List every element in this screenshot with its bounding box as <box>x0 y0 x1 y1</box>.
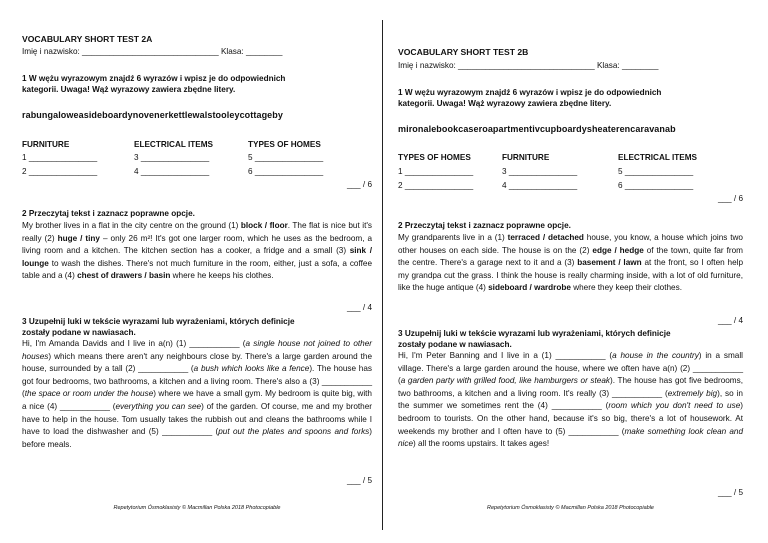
exercise-3-instruction: 3 Uzupełnij luki w tekście wyrazami lub wyrażeniami, których definicje <box>22 317 295 326</box>
word-snake: rabungaloweasideboardynovenerkettlewalstooleycottageby <box>22 110 283 120</box>
score-exercise-2: ___ / 4 <box>717 316 743 325</box>
column-divider <box>382 20 383 530</box>
exercise-3-instruction-cont: zostały podane w nawiasach. <box>398 340 512 349</box>
exercise-2-instruction: 2 Przeczytaj tekst i zaznacz poprawne opcje. <box>22 209 195 218</box>
test-2b-column <box>398 0 743 543</box>
name-class-line: Imię i nazwisko: ______________________________ Klasa: ________ <box>398 61 659 70</box>
category-header: FURNITURE <box>502 153 550 162</box>
category-header: ELECTRICAL ITEMS <box>618 153 697 162</box>
answer-blank[interactable]: 4 _______________ <box>502 181 578 190</box>
answer-blank[interactable]: 5 _______________ <box>618 167 694 176</box>
footer-copyright: Repetytorium Ósmoklasisty © Macmillan Polska 2018 Photocopiable <box>487 505 654 511</box>
answer-blank[interactable]: 4 _______________ <box>134 167 210 176</box>
exercise-2-text: My grandparents live in a (1) terraced / detached house, you know, a house which joins two other houses on each side. The house is on the (2) edge / hedge of the town, quite far from the centre. There's a garage next to it and a (3) basement / lawn at the front, so I often help my grandpa cut the grass. I think the house is really charming inside, with a lot of old furniture, like the huge antique (4) sideboard / wardrobe where they keep their clothes. <box>398 233 744 293</box>
name-class-line: Imię i nazwisko: ______________________________ Klasa: ________ <box>22 47 283 56</box>
score-exercise-3: ___ / 5 <box>346 476 372 485</box>
score-exercise-2: ___ / 4 <box>346 303 372 312</box>
exercise-3-text: Hi, I'm Peter Banning and I live in a (1) ___________ (a house in the country) in a small village. There's a large garden around the house, where we often have a(n) (2) ___________ (a garden party with grilled food, like hamburgers or steak). The house has got five bedrooms, two bathrooms, a kitchen and a living room. It's really (3) ___________ (extremely big), so in the summer we sometimes rent the (4) ___________ (room which you don't need to use) bedroom to tourists. On the other hand, because it's so big, there's a lot of housework. At weekends my brother and I often have to (5) ___________ (make something look clean and nice) all the rooms upstairs. It takes ages! <box>398 351 743 449</box>
test-title: VOCABULARY SHORT TEST 2A <box>22 34 153 44</box>
answer-blank[interactable]: 1 _______________ <box>398 167 474 176</box>
test-2a-column <box>22 0 372 543</box>
answer-blank[interactable]: 2 _______________ <box>22 167 98 176</box>
score-exercise-1: ___ / 6 <box>717 194 743 203</box>
footer-copyright: Repetytorium Ósmoklasisty © Macmillan Polska 2018 Photocopiable <box>113 505 281 511</box>
exercise-3-instruction: 3 Uzupełnij luki w tekście wyrazami lub wyrażeniami, których definicje <box>398 329 671 338</box>
exercise-1-instruction: 1 W wężu wyrazowym znajdź 6 wyrazów i wpisz je do odpowiednich <box>398 88 662 97</box>
answer-blank[interactable]: 3 _______________ <box>134 153 210 162</box>
test-title: VOCABULARY SHORT TEST 2B <box>398 47 529 57</box>
exercise-2-instruction: 2 Przeczytaj tekst i zaznacz poprawne opcje. <box>398 221 571 230</box>
answer-blank[interactable]: 3 _______________ <box>502 167 578 176</box>
exercise-1-instruction: 1 W wężu wyrazowym znajdź 6 wyrazów i wpisz je do odpowiednich <box>22 74 286 83</box>
exercise-3-instruction-cont: zostały podane w nawiasach. <box>22 328 136 337</box>
exercise-3-text: Hi, I'm Amanda Davids and I live in a(n) (1) ___________ (a single house not joined to other houses) which means there aren't any neighbours close by. There's a large garden around the house, surrounded by a tall (2) ___________ (a bush which looks like a fence). The house has got four bedrooms, two bathrooms, a kitchen and a living room. There's also a (3) ___________ (the space or room under the house) where we have a small gym. My bedroom is quite big, with a nice (4) ___________ (everything you can see) of the garden. Of course, me and my brother have to help in the house. Tom usually takes the rubbish out and cleans the bathrooms while I have to load the dishwasher and (5) ___________ (put out the plates and spoons and forks) before meals. <box>22 339 373 449</box>
answer-blank[interactable]: 2 _______________ <box>398 181 474 190</box>
answer-blank[interactable]: 6 _______________ <box>618 181 694 190</box>
exercise-1-instruction-cont: kategorii. Uwaga! Wąż wyrazowy zawiera zbędne litery. <box>398 99 612 108</box>
category-header: ELECTRICAL ITEMS <box>134 140 213 149</box>
score-exercise-3: ___ / 5 <box>717 488 743 497</box>
category-header: TYPES OF HOMES <box>398 153 471 162</box>
category-header: TYPES OF HOMES <box>248 140 321 149</box>
word-snake: mironalebookcaseroapartmentivcupboardysheaterencaravanab <box>398 124 676 134</box>
exercise-2-text: My brother lives in a flat in the city centre on the ground (1) block / floor. The flat is nice but it's really (2) huge / tiny – only 26 m²! It's got one larger room, which he uses as the bedroom, a living room and a kitchen. The kitchen section has a cooker, a fridge and a small (3) sink / lounge to wash the dishes. There's not much furniture in the room, either, just a sofa, a coffee table and a (4) chest of drawers / basin where he keeps his clothes. <box>22 221 373 281</box>
exercise-1-instruction-cont: kategorii. Uwaga! Wąż wyrazowy zawiera zbędne litery. <box>22 85 236 94</box>
answer-blank[interactable]: 5 _______________ <box>248 153 324 162</box>
score-exercise-1: ___ / 6 <box>346 180 372 189</box>
answer-blank[interactable]: 1 _______________ <box>22 153 98 162</box>
answer-blank[interactable]: 6 _______________ <box>248 167 324 176</box>
category-header: FURNITURE <box>22 140 70 149</box>
